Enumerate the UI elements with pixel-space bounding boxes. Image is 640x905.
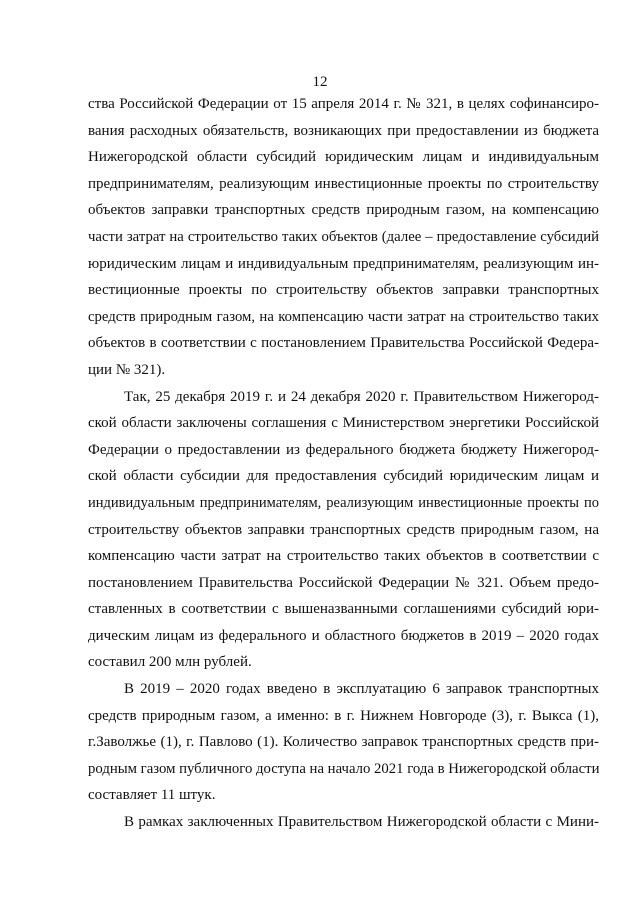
text-line: вания расходных обязательств, возникающих при предоставлении из бюджета [88,122,599,139]
text-line: дическим лицам из федерального и областного бюджетов в 2019 – 2020 годах [88,627,599,644]
text-line: средств природным газом, на компенсацию части затрат на строительство таких [88,308,599,325]
text-line: Федерации о предоставлении из федерального бюджета бюджету Нижегород- [88,441,599,458]
text-line: объектов в соответствии с постановлением Правительства Российской Федера- [88,335,599,352]
text-line: Нижегородской области субсидий юридическим лицам и индивидуальным [88,149,599,166]
text-line: ства Российской Федерации от 15 апреля 2014 г. № 321, в целях софинансиро- [88,96,599,112]
text-line: составил 200 млн рублей. [88,654,252,671]
text-line: В 2019 – 2020 годах введено в эксплуатацию 6 заправок транспортных [124,681,599,698]
text-line: родным газом публичного доступа на начало 2021 года в Нижегородской области [88,760,599,777]
text-line: строительству объектов заправки транспортных средств природным газом, на [88,521,599,538]
text-line: индивидуальным предпринимателям, реализующим инвестиционные проекты по [88,494,599,511]
body-text [88,91,599,836]
text-line: компенсацию части затрат на строительство таких объектов в соответствии с [88,548,599,565]
text-line: предпринимателям, реализующим инвестиционные проекты по строительству [88,175,599,192]
text-line: ставленных в соответствии с вышеназванными соглашениями субсидий юри- [88,601,599,618]
text-line: Так, 25 декабря 2019 г. и 24 декабря 2020 г. Правительством Нижегород- [124,388,599,405]
text-line: части затрат на строительство таких объектов (далее – предоставление субсидий [88,228,599,245]
text-line: составляет 11 штук. [88,787,216,804]
text-line: вестиционные проекты по строительству объектов заправки транспортных [88,282,599,299]
text-line: В рамках заключенных Правительством Нижегородской области с Мини- [124,814,599,831]
text-line: ской области заключены соглашения с Министерством энергетики Российской [88,415,599,432]
text-line: средств природным газом, а именно: в г. Нижнем Новгороде (3), г. Выкса (1), [88,707,599,724]
text-line: объектов заправки транспортных средств природным газом, на компенсацию [88,202,599,219]
text-line: г.Заволжье (1), г. Павлово (1). Количество заправок транспортных средств при- [88,734,599,751]
text-line: ской области субсидии для предоставления субсидий юридическим лицам и [88,468,599,485]
text-line: юридическим лицам и индивидуальным предпринимателям, реализующим ин- [88,255,599,272]
text-line: ции № 321). [88,361,166,378]
page-number: 12 [312,74,328,90]
text-line: постановлением Правительства Российской Федерации № 321. Объем предо- [88,574,599,591]
